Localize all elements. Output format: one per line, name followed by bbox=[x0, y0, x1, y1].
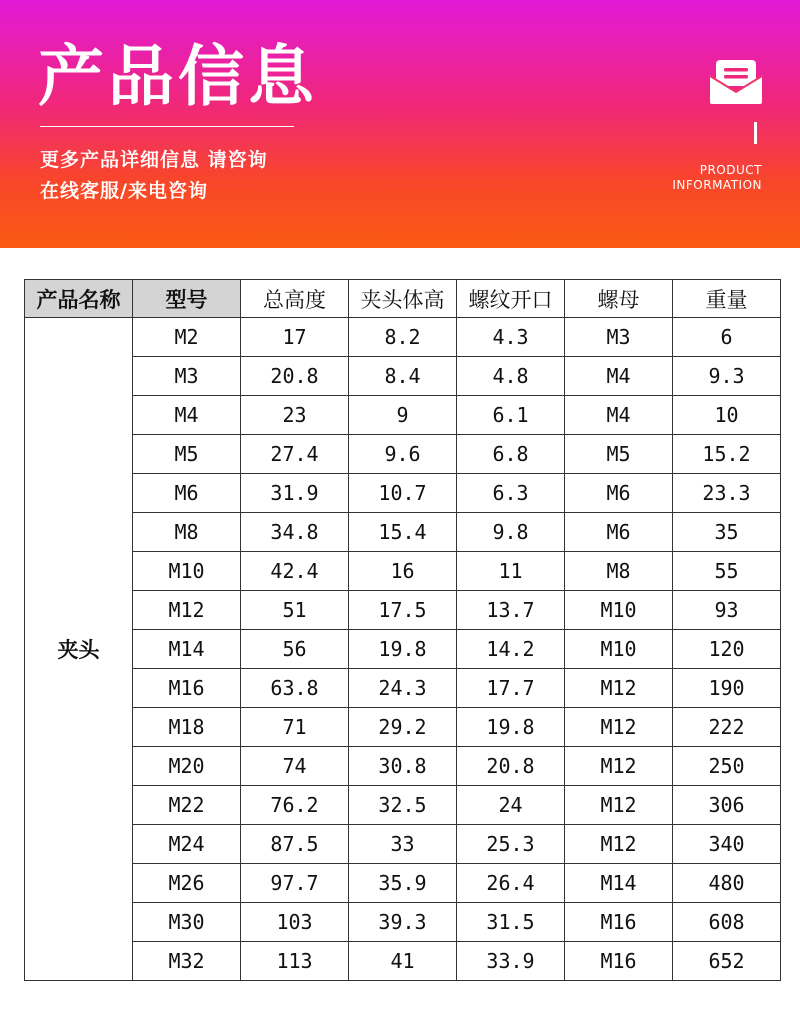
table-cell: 608 bbox=[673, 903, 781, 942]
table-cell: M16 bbox=[565, 942, 673, 981]
table-cell: M5 bbox=[133, 435, 241, 474]
table-cell: 74 bbox=[241, 747, 349, 786]
table-row bbox=[25, 318, 781, 357]
table-cell: 24 bbox=[457, 786, 565, 825]
table-row bbox=[25, 591, 781, 630]
spec-table bbox=[24, 279, 781, 981]
table-cell: 9.3 bbox=[673, 357, 781, 396]
table-cell: M12 bbox=[565, 669, 673, 708]
header-cell: 夹头体高 bbox=[349, 280, 457, 318]
table-cell: 113 bbox=[241, 942, 349, 981]
table-cell: M8 bbox=[133, 513, 241, 552]
table-cell: 33.9 bbox=[457, 942, 565, 981]
table-cell: 6 bbox=[673, 318, 781, 357]
table-cell: 24.3 bbox=[349, 669, 457, 708]
table-cell: M20 bbox=[133, 747, 241, 786]
title-divider bbox=[40, 126, 294, 127]
table-cell: M6 bbox=[565, 513, 673, 552]
table-cell: 87.5 bbox=[241, 825, 349, 864]
table-cell: 13.7 bbox=[457, 591, 565, 630]
table-cell: M2 bbox=[133, 318, 241, 357]
header-cell: 总高度 bbox=[241, 280, 349, 318]
table-cell: 39.3 bbox=[349, 903, 457, 942]
table-row bbox=[25, 630, 781, 669]
table-cell: 6.3 bbox=[457, 474, 565, 513]
table-cell: 41 bbox=[349, 942, 457, 981]
table-cell: M18 bbox=[133, 708, 241, 747]
table-cell: 19.8 bbox=[349, 630, 457, 669]
table-cell: M24 bbox=[133, 825, 241, 864]
table-cell: 56 bbox=[241, 630, 349, 669]
table-cell: 31.5 bbox=[457, 903, 565, 942]
table-cell: 23 bbox=[241, 396, 349, 435]
subtitle-line-1: 更多产品详细信息 请咨询 bbox=[40, 149, 268, 171]
table-row bbox=[25, 708, 781, 747]
table-cell: M12 bbox=[565, 708, 673, 747]
header-cell: 螺纹开口 bbox=[457, 280, 565, 318]
table-cell: 20.8 bbox=[241, 357, 349, 396]
envelope-icon bbox=[708, 58, 764, 106]
table-cell: M30 bbox=[133, 903, 241, 942]
table-cell: 19.8 bbox=[457, 708, 565, 747]
table-row bbox=[25, 942, 781, 981]
header-cell: 产品名称 bbox=[25, 280, 133, 318]
table-cell: 32.5 bbox=[349, 786, 457, 825]
table-cell: 71 bbox=[241, 708, 349, 747]
table-cell: 10.7 bbox=[349, 474, 457, 513]
table-cell: 4.3 bbox=[457, 318, 565, 357]
subtitle-line-2: 在线客服/来电咨询 bbox=[40, 180, 208, 202]
table-cell: 25.3 bbox=[457, 825, 565, 864]
table-cell: M12 bbox=[133, 591, 241, 630]
table-cell: M10 bbox=[565, 630, 673, 669]
table-cell: 17 bbox=[241, 318, 349, 357]
table-cell: M12 bbox=[565, 786, 673, 825]
table-cell: M16 bbox=[565, 903, 673, 942]
table-cell: M10 bbox=[565, 591, 673, 630]
table-cell: 652 bbox=[673, 942, 781, 981]
table-cell: 11 bbox=[457, 552, 565, 591]
table-cell: 16 bbox=[349, 552, 457, 591]
table-cell: 8.4 bbox=[349, 357, 457, 396]
table-header-row bbox=[25, 280, 781, 318]
table-cell: M32 bbox=[133, 942, 241, 981]
table-cell: 9.6 bbox=[349, 435, 457, 474]
table-cell: 20.8 bbox=[457, 747, 565, 786]
table-cell: 6.8 bbox=[457, 435, 565, 474]
table-row bbox=[25, 864, 781, 903]
header-cell: 螺母 bbox=[565, 280, 673, 318]
table-cell: 31.9 bbox=[241, 474, 349, 513]
table-row bbox=[25, 513, 781, 552]
vertical-bar bbox=[754, 122, 757, 144]
header-banner bbox=[0, 0, 800, 248]
table-cell: 250 bbox=[673, 747, 781, 786]
table-cell: 97.7 bbox=[241, 864, 349, 903]
table-cell: M6 bbox=[133, 474, 241, 513]
table-cell: M10 bbox=[133, 552, 241, 591]
table-cell: 30.8 bbox=[349, 747, 457, 786]
table-cell: M4 bbox=[565, 396, 673, 435]
information-label-en: INFORMATION bbox=[672, 178, 762, 192]
table-cell: 10 bbox=[673, 396, 781, 435]
table-body bbox=[25, 318, 781, 981]
table-row bbox=[25, 903, 781, 942]
table-cell: M12 bbox=[565, 825, 673, 864]
table-row bbox=[25, 786, 781, 825]
table-cell: M3 bbox=[133, 357, 241, 396]
table-cell: 33 bbox=[349, 825, 457, 864]
header-cell: 重量 bbox=[673, 280, 781, 318]
table-cell: 15.4 bbox=[349, 513, 457, 552]
table-cell: 17.7 bbox=[457, 669, 565, 708]
table-cell: 35 bbox=[673, 513, 781, 552]
table-cell: 63.8 bbox=[241, 669, 349, 708]
table-cell: 26.4 bbox=[457, 864, 565, 903]
table-cell: 6.1 bbox=[457, 396, 565, 435]
header-cell: 型号 bbox=[133, 280, 241, 318]
table-cell: M16 bbox=[133, 669, 241, 708]
table-cell: 23.3 bbox=[673, 474, 781, 513]
table-cell: 9 bbox=[349, 396, 457, 435]
table-cell: 35.9 bbox=[349, 864, 457, 903]
table-cell: M12 bbox=[565, 747, 673, 786]
table-cell: 51 bbox=[241, 591, 349, 630]
table-cell: 4.8 bbox=[457, 357, 565, 396]
table-cell: M8 bbox=[565, 552, 673, 591]
table-cell: M22 bbox=[133, 786, 241, 825]
table-row bbox=[25, 552, 781, 591]
table-cell: 190 bbox=[673, 669, 781, 708]
table-cell: 340 bbox=[673, 825, 781, 864]
table-cell: 55 bbox=[673, 552, 781, 591]
table-row bbox=[25, 396, 781, 435]
table-cell: M14 bbox=[133, 630, 241, 669]
table-row bbox=[25, 474, 781, 513]
table-cell: M6 bbox=[565, 474, 673, 513]
table-cell: M4 bbox=[133, 396, 241, 435]
table-cell: 29.2 bbox=[349, 708, 457, 747]
table-cell: 480 bbox=[673, 864, 781, 903]
table-cell: 8.2 bbox=[349, 318, 457, 357]
product-label-en: PRODUCT bbox=[699, 163, 762, 177]
table-row bbox=[25, 357, 781, 396]
table-cell: 42.4 bbox=[241, 552, 349, 591]
page-title: 产品信息 bbox=[38, 38, 318, 115]
table-cell: 14.2 bbox=[457, 630, 565, 669]
table-cell: 27.4 bbox=[241, 435, 349, 474]
table-cell: 103 bbox=[241, 903, 349, 942]
table-cell: M14 bbox=[565, 864, 673, 903]
table-row bbox=[25, 435, 781, 474]
table-cell: 15.2 bbox=[673, 435, 781, 474]
table-cell: 120 bbox=[673, 630, 781, 669]
table-cell: M3 bbox=[565, 318, 673, 357]
table-cell: 9.8 bbox=[457, 513, 565, 552]
table-cell: M4 bbox=[565, 357, 673, 396]
table-cell: 76.2 bbox=[241, 786, 349, 825]
table-cell: 17.5 bbox=[349, 591, 457, 630]
table-cell: 222 bbox=[673, 708, 781, 747]
table-cell: M5 bbox=[565, 435, 673, 474]
table-cell: 34.8 bbox=[241, 513, 349, 552]
table-row bbox=[25, 669, 781, 708]
table-cell: 93 bbox=[673, 591, 781, 630]
table-cell: 306 bbox=[673, 786, 781, 825]
table-cell: M26 bbox=[133, 864, 241, 903]
table-row bbox=[25, 747, 781, 786]
table-row bbox=[25, 825, 781, 864]
product-name-cell: 夹头 bbox=[25, 318, 133, 981]
